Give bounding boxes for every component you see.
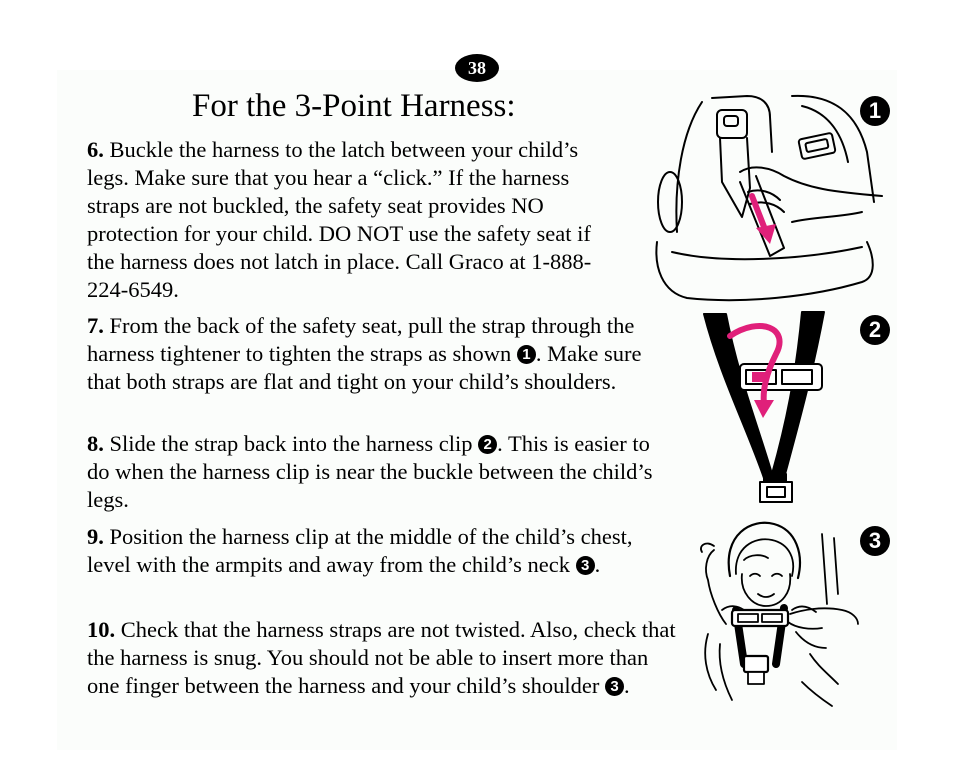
page-number-badge xyxy=(455,54,499,82)
figure-marker-1: 1 xyxy=(860,96,890,126)
figure-ref-3: 3 xyxy=(576,556,595,575)
figure-marker-3: 3 xyxy=(860,526,890,556)
step-text-tail: . This is easier to do when the harness clip is near the buckle between the child’s legs. xyxy=(87,431,653,512)
step-9 xyxy=(87,523,679,579)
step-6 xyxy=(87,136,617,304)
step-number: 6. xyxy=(87,137,104,162)
step-number: 10. xyxy=(87,617,116,642)
page-number: 38 xyxy=(468,57,486,78)
step-text-tail: . xyxy=(594,552,601,577)
figure-marker-2: 2 xyxy=(860,315,890,345)
step-text-tail: . xyxy=(623,673,630,698)
step-number: 9. xyxy=(87,524,104,549)
figure-ref-3: 3 xyxy=(605,677,624,696)
step-text: Check that the harness straps are not twisted. Also, check that the harness is snug. You should not be able to insert more than one finger between the harness and your child’s shoulder xyxy=(87,617,676,698)
step-text: Slide the strap back into the harness clip xyxy=(109,431,473,456)
step-text: Buckle the harness to the latch between your child’s legs. Make sure that you hear a “click.” If the harness straps are not buckled, the safety seat provides NO protection for your child. DO NOT use the safety seat if the harness does not latch in place. Call Graco at 1-888-224-6549. xyxy=(87,137,592,302)
page-title: For the 3-Point Harness: xyxy=(192,88,516,124)
step-number: 7. xyxy=(87,313,104,338)
step-text: Position the harness clip at the middle of the child’s chest, level with the armpits and away from the child’s neck xyxy=(87,524,633,577)
figure-1-illustration xyxy=(652,92,898,302)
figure-2-illustration xyxy=(700,306,830,506)
figure-ref-2: 2 xyxy=(478,435,497,454)
step-8 xyxy=(87,430,677,514)
figure-ref-1: 1 xyxy=(517,345,536,364)
step-number: 8. xyxy=(87,431,104,456)
figure-3-illustration xyxy=(692,514,862,714)
step-7 xyxy=(87,312,677,396)
step-text: From the back of the safety seat, pull the strap through the harness tightener to tighten the straps as shown xyxy=(87,313,635,366)
step-10 xyxy=(87,616,679,700)
step-text-tail: . Make sure that both straps are flat and tight on your child’s shoulders. xyxy=(87,341,642,394)
